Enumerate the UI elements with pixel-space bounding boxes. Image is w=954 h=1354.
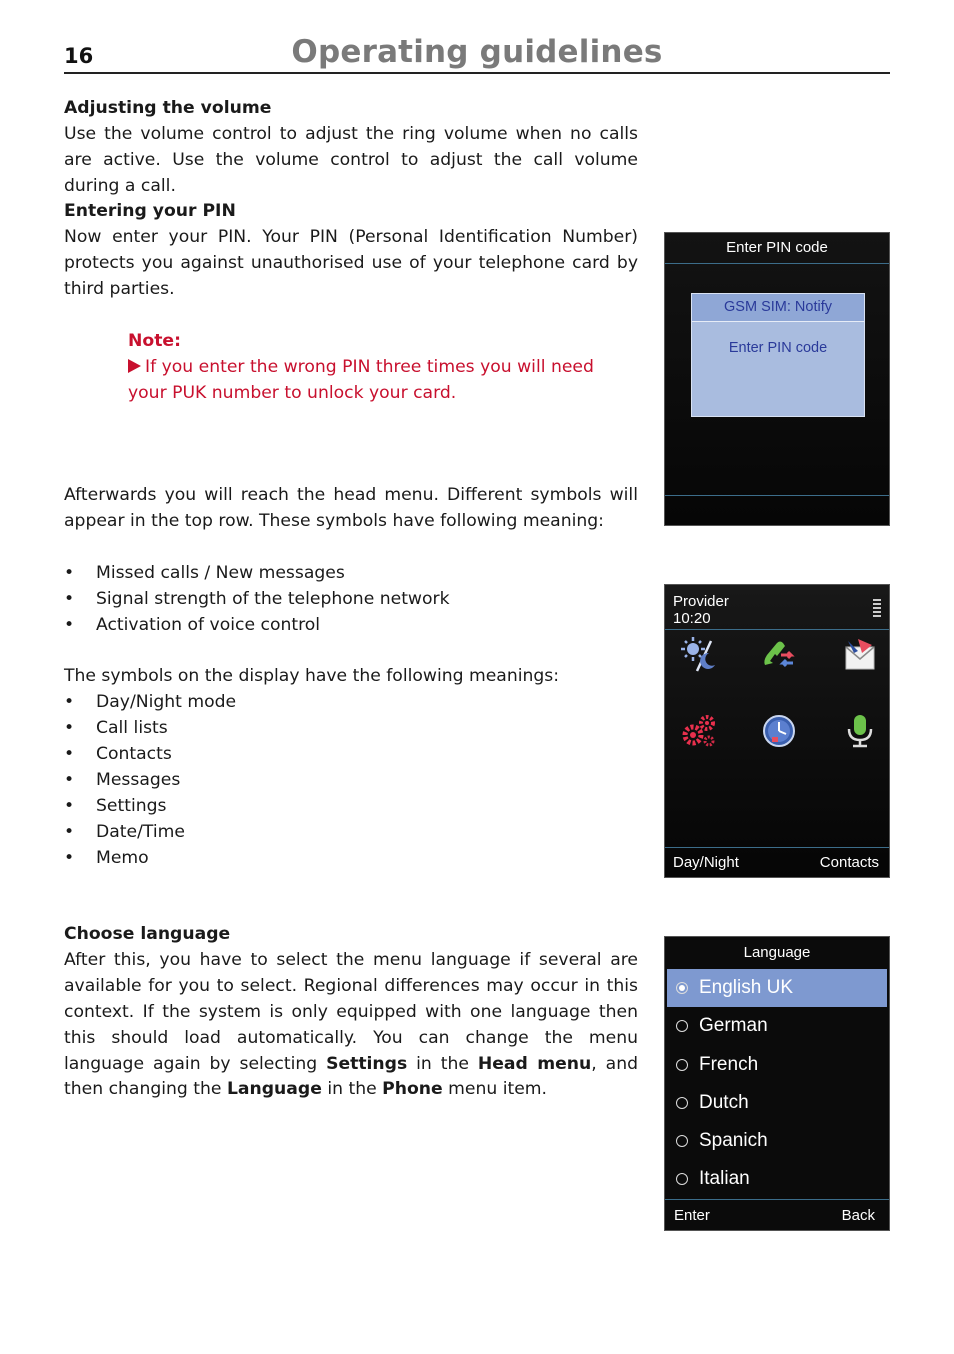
day-night-icon[interactable] — [679, 635, 719, 675]
language-screen — [664, 936, 890, 1231]
dialog-title: GSM SIM: Notify — [692, 294, 864, 322]
text-run: , and then changing the — [64, 1053, 639, 1100]
head-menu-screen — [664, 584, 890, 878]
page-title: Operating guidelines — [291, 34, 663, 70]
page-header — [64, 28, 890, 74]
softkey-bar — [665, 1199, 889, 1230]
call-lists-icon[interactable] — [759, 635, 799, 675]
provider-name: Provider — [673, 593, 729, 610]
top-row-list — [64, 561, 638, 639]
language-option-spanich[interactable] — [667, 1122, 887, 1160]
language-label: Dutch — [699, 1091, 749, 1113]
language-option-german[interactable] — [667, 1007, 887, 1045]
list-item: • Call lists — [64, 716, 638, 742]
language-label: German — [699, 1015, 768, 1037]
language-section — [64, 922, 638, 1103]
list-item: • Day/Night mode — [64, 690, 638, 716]
list-item: • Activation of voice control — [64, 613, 638, 639]
softkey-day-night[interactable]: Day/Night — [673, 854, 739, 871]
dialog-text: Enter PIN code — [728, 340, 828, 356]
list-item: • Messages — [64, 768, 638, 794]
language-option-english-uk[interactable] — [667, 969, 887, 1007]
page-number: 16 — [64, 44, 94, 68]
sim-notify-dialog — [691, 293, 865, 417]
language-label: Spanich — [699, 1130, 768, 1152]
radio-icon — [676, 1173, 688, 1185]
language-option-italian[interactable] — [667, 1160, 887, 1198]
language-label: French — [699, 1053, 759, 1075]
pin-section — [64, 199, 638, 303]
language-label: Italian — [699, 1168, 750, 1190]
list-item: • Date/Time — [64, 820, 638, 846]
radio-icon — [676, 1020, 688, 1032]
language-option-french[interactable] — [667, 1046, 887, 1084]
messages-icon[interactable] — [840, 635, 880, 675]
date-time-icon[interactable] — [759, 711, 799, 751]
bold-head-menu: Head menu — [477, 1053, 592, 1074]
head-menu-intro: Afterwards you will reach the head menu. Different symbols will appear in the top row. These symbols have following meaning: — [64, 485, 638, 531]
volume-section — [64, 96, 638, 200]
display-list — [64, 690, 638, 871]
pin-note — [128, 329, 638, 407]
pin-screen-title: Enter PIN code — [726, 239, 828, 256]
radio-icon — [676, 1135, 688, 1147]
status-area — [673, 593, 729, 627]
bold-settings: Settings — [326, 1053, 408, 1074]
list-item: • Memo — [64, 846, 638, 872]
list-item: • Settings — [64, 794, 638, 820]
divider — [665, 263, 889, 264]
language-screen-title: Language — [743, 944, 811, 961]
softkey-bar — [665, 847, 889, 877]
language-list — [667, 969, 887, 1199]
bold-language: Language — [226, 1079, 322, 1100]
list-item: • Signal strength of the telephone network — [64, 587, 638, 613]
radio-icon — [676, 1059, 688, 1071]
arrow-right-icon — [128, 359, 141, 373]
softkey-back[interactable]: Back — [841, 1207, 875, 1224]
pin-heading: Entering your PIN — [64, 201, 236, 221]
clock: 10:20 — [673, 610, 711, 627]
head-menu-section — [64, 483, 638, 872]
bold-phone: Phone — [382, 1079, 443, 1100]
language-heading: Choose language — [64, 924, 231, 944]
radio-icon — [676, 1097, 688, 1109]
memo-icon[interactable] — [840, 711, 880, 751]
note-text: If you enter the wrong PIN three times you will need your PUK number to unlock your card. — [128, 356, 594, 403]
signal-strength-icon — [873, 599, 881, 621]
pin-screen — [664, 232, 890, 526]
text-run: in the — [321, 1079, 383, 1100]
language-label: English UK — [699, 977, 793, 998]
language-text — [64, 948, 638, 1103]
softkey-enter[interactable]: Enter — [674, 1207, 710, 1224]
display-intro: The symbols on the display have the following meanings: — [64, 666, 560, 687]
divider — [665, 495, 889, 496]
list-item: • Contacts — [64, 742, 638, 768]
list-item: • Missed calls / New messages — [64, 561, 638, 587]
volume-heading: Adjusting the volume — [64, 98, 272, 118]
settings-icon[interactable] — [679, 711, 719, 751]
softkey-contacts[interactable]: Contacts — [819, 854, 879, 871]
divider — [665, 629, 889, 630]
language-option-dutch[interactable] — [667, 1084, 887, 1122]
text-run: in the — [407, 1053, 478, 1074]
note-title: Note: — [128, 331, 181, 351]
text-run: menu item. — [442, 1079, 547, 1100]
volume-text: Use the volume control to adjust the ring volume when no calls are active. Use the volume control to adjust the call volume during a call. — [64, 123, 638, 196]
text-run: After this, you have to select the menu language if several are available for you to select. Regional differences may occur in this context. If the system is only equipped with one language then this should load automatically. You can change the menu language again by selecting — [64, 949, 638, 1074]
radio-selected-icon — [676, 982, 688, 994]
pin-text: Now enter your PIN. Your PIN (Personal Identification Number) protects you against unauthorised use of your telephone card by third parties. — [64, 226, 638, 299]
